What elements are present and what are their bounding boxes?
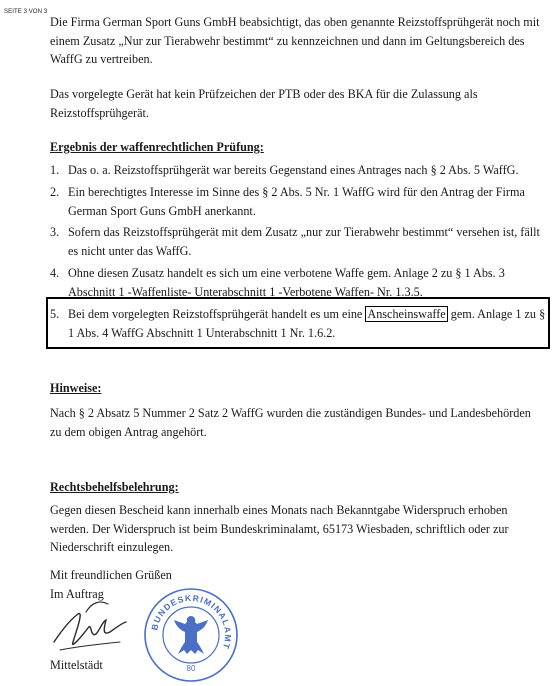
official-seal — [142, 586, 240, 684]
highlighted-term: Anscheinswaffe — [367, 307, 446, 321]
list-item-text — [68, 305, 548, 342]
seal-number: 80 — [186, 664, 196, 673]
signer-name: Mittelstädt — [50, 658, 103, 672]
list-item-number: 2. — [50, 185, 60, 199]
list-item-number: 1. — [50, 163, 60, 177]
list-item — [50, 161, 548, 180]
list-item-text: Sofern das Reizstoffsprühgerät mit dem Zusatz „nur zur Tierabwehr bestimmt“ versehen ist, fällt es nicht unter das WaffG. — [68, 225, 540, 258]
list-item — [50, 183, 548, 220]
handwritten-signature — [40, 592, 140, 662]
closing-on-behalf: Im Auftrag — [50, 587, 104, 601]
list-item-text-start: Bei dem vorgelegten Reizstoffsprühgerät handelt es um eine — [68, 307, 366, 321]
list-item-number: 4. — [50, 266, 60, 280]
notes-heading: Hinweise: — [50, 381, 102, 395]
list-item-number: 5. — [50, 307, 60, 321]
list-item-text: Ein berechtigtes Interesse im Sinne des § 2 Abs. 5 Nr. 1 WaffG wird für den Antrag der Firma German Sport Guns GmbH anerkannt. — [68, 185, 525, 218]
list-item-text: Ohne diesen Zusatz handelt es sich um eine verbotene Waffe gem. Anlage 2 zu § 1 Abs. 3 Abschnitt 1 -Waffenliste- Unterabschnitt 1 -Verbotene Waffen- Nr. 1.3.5. — [68, 266, 505, 299]
closing-greeting: Mit freundlichen Grüßen — [50, 568, 172, 582]
list-item-text: Das o. a. Reizstoffsprühgerät war bereits Gegenstand eines Antrages nach § 2 Abs. 5 WaffG. — [68, 163, 519, 177]
list-item — [50, 264, 548, 301]
intro-paragraph-1: Die Firma German Sport Guns GmbH beabsichtigt, das oben genannte Reizstoffsprühgerät noch mit einem Zusatz „Nur zur Tierabwehr bestimmt“ zu kennzeichnen und dann im Geltungsbereich des WaffG zu vertreiben. — [50, 15, 540, 66]
appeal-heading: Rechtsbehelfsbelehrung: — [50, 480, 179, 494]
list-item — [50, 305, 548, 342]
page-number-label: SEITE 3 VON 3 — [4, 9, 48, 15]
intro-paragraph-2: Das vorgelegte Gerät hat kein Prüfzeichen der PTB oder des BKA für die Zulassung als Reizstoffsprühgerät. — [50, 87, 478, 120]
seal-text: BUNDESKRIMINALAMT — [149, 592, 234, 652]
notes-text: Nach § 2 Absatz 5 Nummer 2 Satz 2 WaffG wurden die zuständigen Bundes- und Landesbehörden zu dem obigen Antrag angehört. — [50, 406, 531, 439]
result-heading: Ergebnis der waffenrechtlichen Prüfung: — [50, 140, 264, 154]
list-item-number: 3. — [50, 225, 60, 239]
appeal-text: Gegen diesen Bescheid kann innerhalb eines Monats nach Bekanntgabe Widerspruch erhoben werden. Der Widerspruch ist beim Bundeskriminalamt, 65173 Wiesbaden, schriftlich oder zur Niederschrift einzulegen. — [50, 503, 509, 554]
eagle-emblem — [174, 616, 208, 654]
list-item — [50, 223, 548, 260]
list-item-text-end: gem. Anlage 1 zu § 1 Abs. 4 WaffG Abschnitt 1 Unterabschnitt 1 Nr. 1.6.2. — [68, 307, 546, 340]
